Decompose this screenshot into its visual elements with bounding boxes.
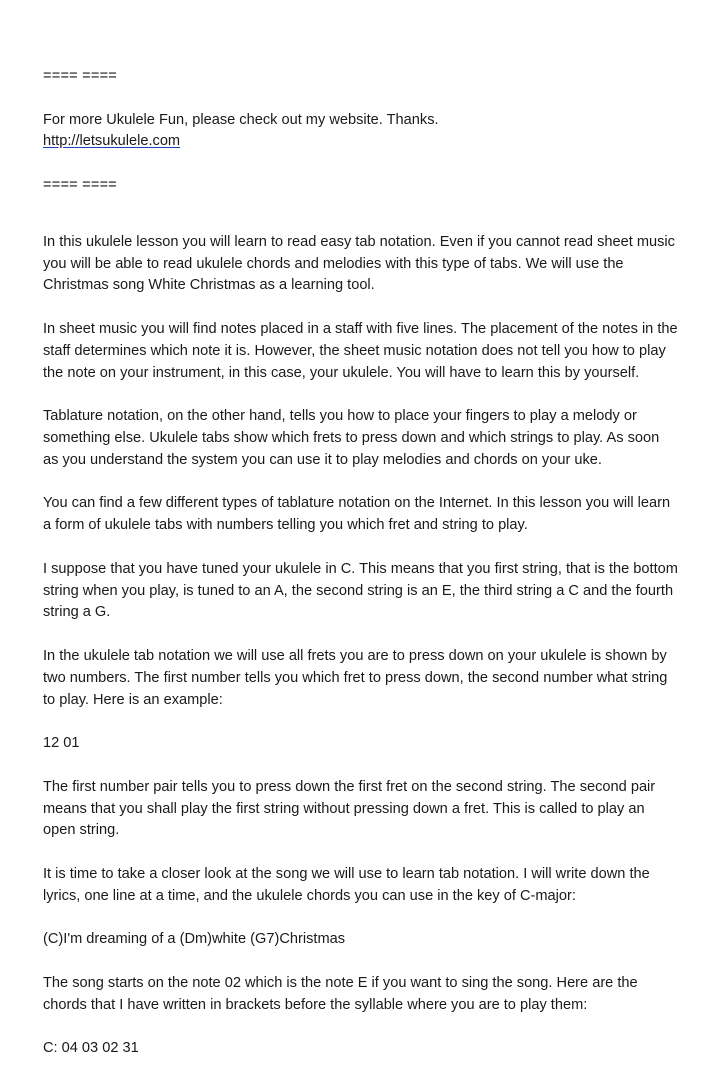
paragraph [43, 973, 693, 1017]
header-separator-bottom [43, 175, 693, 197]
paragraph-line: The first number pair tells you to press down the first fret on the second string. The second pair [43, 778, 656, 795]
paragraph [43, 646, 693, 711]
paragraph-line: chords that I have written in brackets before the syllable where you are to play them: [43, 996, 588, 1013]
paragraph-line: as you understand the system you can use it to play melodies and chords on your uke. [43, 451, 602, 468]
paragraph [43, 232, 693, 297]
promo-text: For more Ukulele Fun, please check out my website. Thanks. [43, 111, 439, 128]
paragraph-line: In this ukulele lesson you will learn to read easy tab notation. Even if you cannot read sheet music [43, 233, 675, 250]
separator-text: ==== ==== [43, 176, 118, 193]
paragraph-line: (C)I'm dreaming of a (Dm)white (G7)Christmas [43, 931, 346, 948]
paragraph-line: means that you shall play the first string without pressing down a fret. This is called to play an [43, 800, 645, 817]
paragraph [43, 1038, 693, 1060]
website-link[interactable]: http://letsukulele.com [43, 133, 181, 150]
paragraph [43, 733, 693, 755]
paragraph-line: something else. Ukulele tabs show which frets to press down and which strings to play. As soon [43, 429, 660, 446]
promo-block [43, 110, 693, 154]
paragraph-line: two numbers. The first number tells you which fret to press down, the second number what string [43, 669, 668, 686]
paragraph-line: lyrics, one line at a time, and the ukulele chords you can use in the key of C-major: [43, 887, 576, 904]
paragraph-line: You can find a few different types of tablature notation on the Internet. In this lesson you will learn [43, 495, 671, 512]
paragraph-line: 12 01 [43, 735, 80, 752]
paragraph-line: In the ukulele tab notation we will use all frets you are to press down on your ukulele is shown by [43, 647, 667, 664]
paragraph-line: to play. Here is an example: [43, 691, 223, 708]
header-separator-top [43, 66, 693, 88]
separator-text: ==== ==== [43, 68, 118, 84]
paragraph [43, 319, 693, 384]
article-body [43, 232, 693, 1060]
paragraph [43, 929, 693, 951]
paragraph-line: string a G. [43, 604, 111, 621]
paragraph [43, 559, 693, 624]
paragraph [43, 406, 693, 471]
paragraph [43, 777, 693, 842]
document-page [43, 66, 693, 1082]
paragraph-line: I suppose that you have tuned your ukulele in C. This means that you first string, that is the bottom [43, 560, 678, 577]
paragraph [43, 493, 693, 537]
paragraph-line: Christmas song White Christmas as a learning tool. [43, 277, 375, 294]
paragraph-line: C: 04 03 02 31 [43, 1040, 139, 1057]
paragraph-line: open string. [43, 822, 120, 839]
paragraph-line: a form of ukulele tabs with numbers telling you which fret and string to play. [43, 517, 528, 534]
paragraph-line: staff determines which note it is. However, the sheet music notation does not tell you how to play [43, 342, 666, 359]
paragraph-line: It is time to take a closer look at the song we will use to learn tab notation. I will write down the [43, 865, 650, 882]
paragraph-line: you will be able to read ukulele chords and melodies with this type of tabs. We will use the [43, 255, 624, 272]
paragraph-line: Tablature notation, on the other hand, tells you how to place your fingers to play a melody or [43, 408, 637, 425]
paragraph-line: In sheet music you will find notes placed in a staff with five lines. The placement of the notes in the [43, 320, 678, 337]
paragraph-line: string when you play, is tuned to an A, the second string is an E, the third string a C and the fourth [43, 582, 674, 599]
paragraph [43, 864, 693, 908]
paragraph-line: the note on your instrument, in this case, your ukulele. You will have to learn this by yourself. [43, 364, 640, 381]
paragraph-line: The song starts on the note 02 which is the note E if you want to sing the song. Here are the [43, 974, 638, 991]
